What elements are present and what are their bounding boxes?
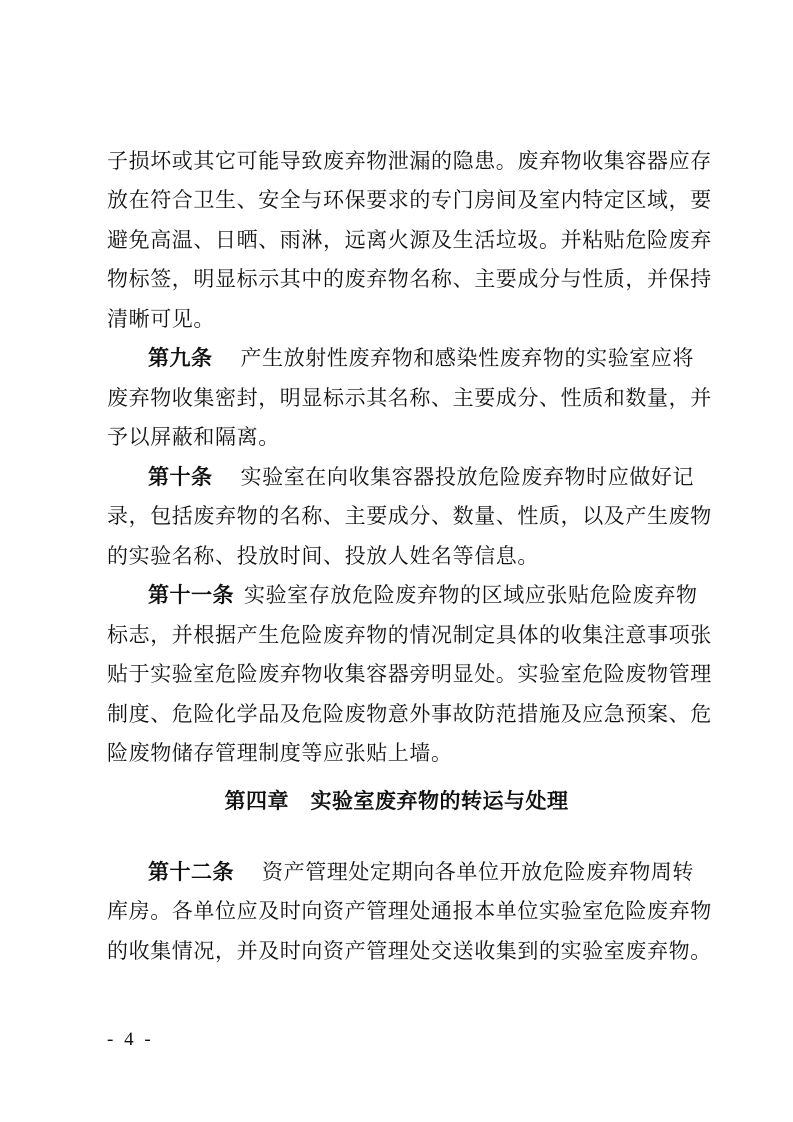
paragraph-line: 予以屏蔽和隔离。 bbox=[107, 425, 280, 449]
chapter-heading: 第四章 实验室废弃物的转运与处理 bbox=[224, 789, 569, 813]
paragraph-line: 废弃物收集密封，明显标示其名称、主要成分、性质和数量，并 bbox=[107, 386, 712, 410]
paragraph-line: 物标签，明显标示其中的废弃物名称、主要成分与性质，并保持 bbox=[107, 267, 712, 291]
article-label: 第十一条 bbox=[148, 583, 234, 607]
article-12-first-line bbox=[148, 857, 697, 887]
paragraph-line: 放在符合卫生、安全与环保要求的专门房间及室内特定区域，要 bbox=[107, 188, 712, 212]
paragraph-line: 标志，并根据产生危险废弃物的情况制定具体的收集注意事项张 bbox=[107, 623, 712, 647]
article-label: 第十条 bbox=[148, 465, 213, 489]
article-text: 产生放射性废弃物和感染性废弃物的实验室应将 bbox=[240, 346, 695, 370]
article-text: 资产管理处定期向各单位开放危险废弃物周转 bbox=[262, 860, 694, 884]
paragraph-line: 的收集情况，并及时向资产管理处交送收集到的实验室废弃物。 bbox=[107, 939, 712, 963]
paragraph-line: 的实验名称、投放时间、投放人姓名等信息。 bbox=[107, 544, 539, 568]
paragraph-line: 录，包括废弃物的名称、主要成分、数量、性质，以及产生废物 bbox=[107, 504, 712, 528]
paragraph-line: 清晰可见。 bbox=[107, 307, 215, 331]
article-label: 第十二条 bbox=[148, 860, 234, 884]
paragraph-line: 库房。各单位应及时向资产管理处通报本单位实验室危险废弃物 bbox=[107, 899, 712, 923]
paragraph-line: 子损坏或其它可能导致废弃物泄漏的隐患。废弃物收集容器应存 bbox=[107, 149, 712, 173]
paragraph-line: 贴于实验室危险废弃物收集容器旁明显处。实验室危险废物管理 bbox=[107, 662, 712, 686]
article-11-first-line bbox=[148, 580, 697, 610]
article-label: 第九条 bbox=[148, 346, 213, 370]
article-text: 实验室在向收集容器投放危险废弃物时应做好记 bbox=[240, 465, 695, 489]
page-number: - 4 - bbox=[107, 1029, 154, 1050]
article-text: 实验室存放危险废弃物的区域应张贴危险废弃物 bbox=[244, 583, 698, 607]
article-9-first-line bbox=[148, 343, 697, 373]
paragraph-line: 避免高温、日晒、雨淋，远离火源及生活垃圾。并粘贴危险废弃 bbox=[107, 228, 712, 252]
paragraph-line: 险废物储存管理制度等应张贴上墙。 bbox=[107, 741, 453, 765]
paragraph-line: 制度、危险化学品及危险废物意外事故防范措施及应急预案、危 bbox=[107, 702, 712, 726]
article-10-first-line bbox=[148, 462, 697, 492]
